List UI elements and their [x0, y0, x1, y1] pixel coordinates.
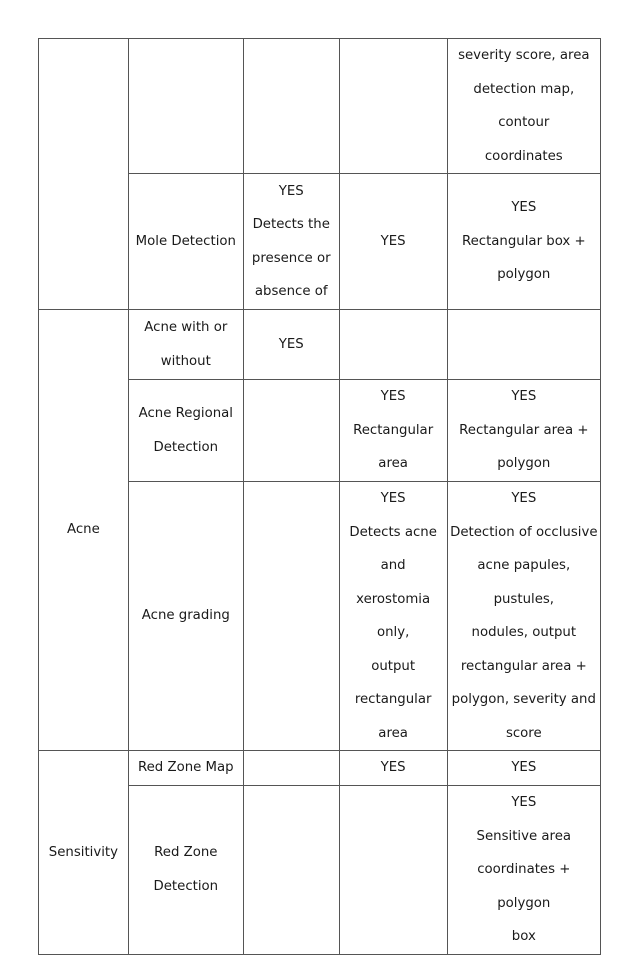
cell-text: YES Detects the presence or absence of: [251, 183, 331, 299]
group-label-sensitivity: Sensitivity: [48, 844, 119, 860]
group-cell-acne: [39, 310, 129, 751]
cell-text: YES Sensitive area coordinates + polygon box: [476, 795, 572, 944]
feature-cell: [128, 39, 243, 174]
col4-cell: [339, 310, 447, 380]
cell-text: YES: [380, 233, 406, 249]
feature-label-red-zone-map: Red Zone Map: [137, 760, 234, 776]
group-cell-empty: [39, 39, 129, 310]
col5-cell: [447, 482, 600, 751]
col3-cell: [243, 310, 339, 380]
feature-label-mole-detection: Mole Detection: [135, 233, 236, 249]
col4-cell: [339, 751, 447, 786]
cell-text: YES: [278, 336, 304, 352]
cell-text: YES Rectangular box + polygon: [461, 200, 586, 283]
feature-label-acne-regional: Acne Regional Detection: [138, 406, 233, 455]
cell-text: YES Detection of occlusive acne papules, pustules, nodules, output rectangular area + polygon, severity and score: [450, 491, 598, 741]
col5-cell: [447, 174, 600, 310]
col3-cell: [243, 751, 339, 786]
col4-cell: [339, 39, 447, 174]
cell-text: YES Rectangular area + polygon: [459, 389, 589, 472]
col3-cell: [243, 482, 339, 751]
feature-label-acne-grading: Acne grading: [141, 608, 230, 624]
group-cell-sensitivity: [39, 751, 129, 955]
col4-cell: [339, 482, 447, 751]
col5-cell: [447, 786, 600, 955]
feature-cell: [128, 751, 243, 786]
col3-cell: [243, 380, 339, 482]
table-row: [39, 751, 601, 786]
col3-cell: [243, 786, 339, 955]
feature-table: [38, 38, 601, 955]
col5-cell: [447, 310, 600, 380]
col5-cell: [447, 380, 600, 482]
feature-label-acne-with-or-without: Acne with or without: [144, 320, 228, 369]
feature-cell: [128, 482, 243, 751]
feature-cell: [128, 310, 243, 380]
cell-text: YES Detects acne and xerostomia only, output rectangular area: [349, 491, 437, 741]
col3-cell: [243, 174, 339, 310]
col4-cell: [339, 174, 447, 310]
cell-text: YES: [511, 760, 537, 776]
group-label-acne: Acne: [67, 522, 100, 538]
feature-cell: [128, 380, 243, 482]
col5-cell: [447, 751, 600, 786]
cell-text: YES: [380, 760, 406, 776]
feature-cell: [128, 786, 243, 955]
feature-cell: [128, 174, 243, 310]
col5-cell: [447, 39, 600, 174]
col3-cell: [243, 39, 339, 174]
table-row: [39, 310, 601, 380]
cell-text: YES Rectangular area: [353, 389, 434, 472]
feature-label-red-zone-detection: Red Zone Detection: [153, 845, 219, 894]
table-row: [39, 39, 601, 174]
cell-text: severity score, area detection map, contour coordinates: [458, 48, 590, 164]
col4-cell: [339, 786, 447, 955]
col4-cell: [339, 380, 447, 482]
